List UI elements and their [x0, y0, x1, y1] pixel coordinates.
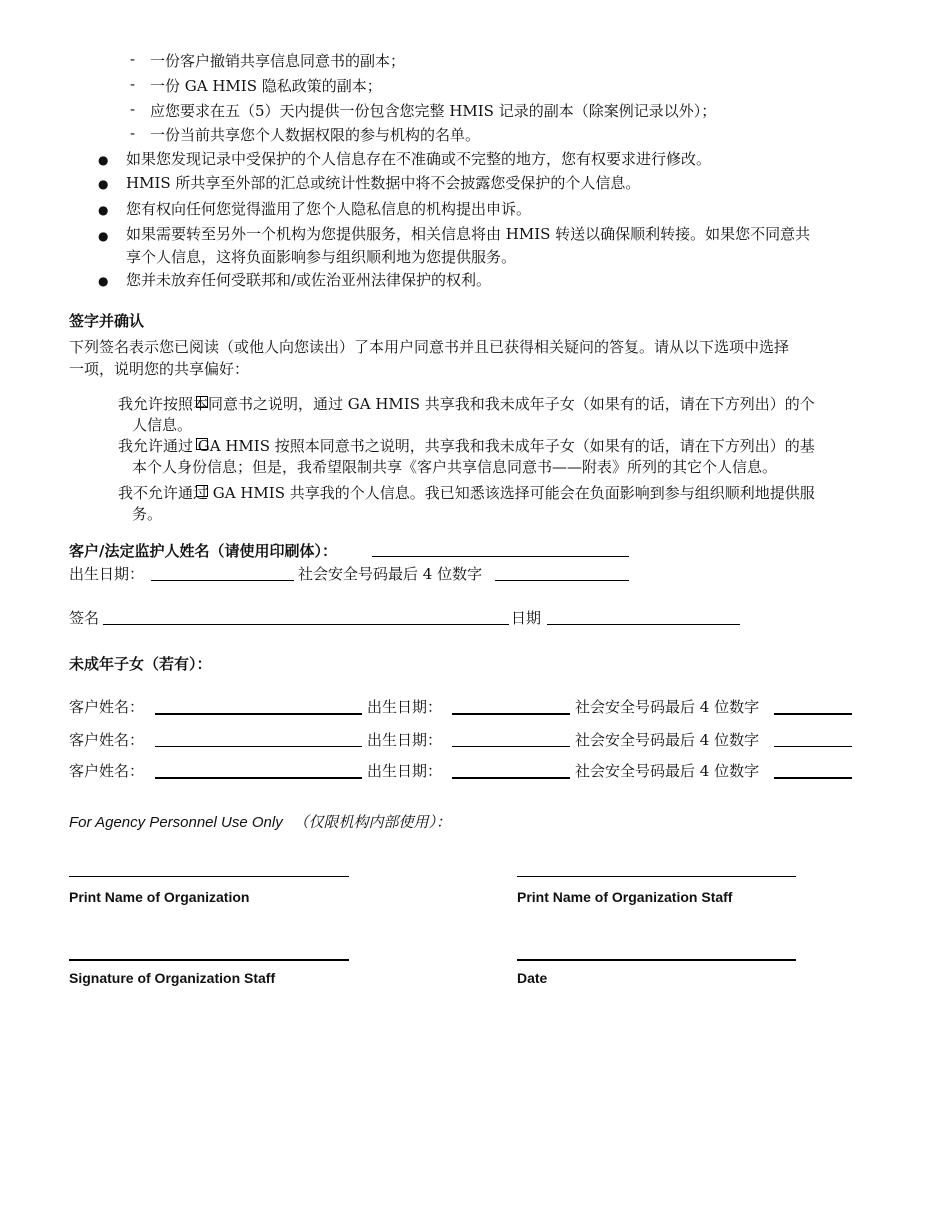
- minor-name-field[interactable]: [155, 746, 362, 747]
- org-staff-name-label: Print Name of Organization Staff: [517, 889, 733, 905]
- minor-name-label: 客户姓名：: [69, 731, 145, 749]
- bullet-text: 如果需要转至另外一个机构为您提供服务，相关信息将由 HMIS 转送以确保顺利转接。如果您不同意共: [126, 225, 811, 243]
- minor-dob-field[interactable]: [452, 746, 570, 747]
- minor-ssn-label: 社会安全号码最后 4 位数字: [575, 731, 760, 749]
- signature-label: 签名: [69, 609, 100, 627]
- bullet-icon: ●: [98, 229, 109, 243]
- minor-dob-field[interactable]: [452, 713, 570, 715]
- client-ssn-label: 社会安全号码最后 4 位数字: [298, 565, 483, 583]
- intro-text: 下列签名表示您已阅读（或他人向您读出）了本用户同意书并且已获得相关疑问的答复。请从以下选项中选择: [69, 338, 790, 356]
- bullet-text: 您并未放弃任何受联邦和/或佐治亚州法律保护的权利。: [126, 271, 492, 289]
- minor-dob-label: 出生日期：: [367, 698, 443, 716]
- bullet-icon: ●: [98, 203, 109, 217]
- client-name-field[interactable]: [372, 556, 629, 557]
- org-staff-name-field[interactable]: [517, 876, 796, 877]
- org-name-field[interactable]: [69, 876, 349, 877]
- client-name-label: 客户/法定监护人姓名（请使用印刷体）：: [69, 542, 337, 560]
- section-heading: 签字并确认: [69, 312, 145, 330]
- bullet-text: 您有权向任何您觉得滥用了您个人隐私信息的机构提出申诉。: [126, 200, 532, 218]
- client-dob-label: 出生日期：: [69, 565, 145, 583]
- client-dob-field[interactable]: [151, 580, 294, 581]
- staff-signature-field[interactable]: [69, 959, 349, 961]
- agency-heading: For Agency Personnel Use Only （仅限机构内部使用）：: [69, 813, 452, 831]
- intro-text: 一项，说明您的共享偏好：: [69, 360, 250, 378]
- minor-dob-field[interactable]: [452, 777, 570, 779]
- minor-dob-label: 出生日期：: [367, 762, 443, 780]
- minor-ssn-label: 社会安全号码最后 4 位数字: [575, 698, 760, 716]
- bullet-icon: ●: [98, 177, 109, 191]
- minors-heading: 未成年子女（若有）：: [69, 655, 212, 673]
- bullet-text: 如果您发现记录中受保护的个人信息存在不准确或不完整的地方，您有权要求进行修改。: [126, 150, 712, 168]
- date-label: 日期: [511, 609, 542, 627]
- org-name-label: Print Name of Organization: [69, 889, 250, 905]
- agency-date-field[interactable]: [517, 959, 796, 961]
- date-field[interactable]: [547, 624, 740, 625]
- client-ssn-field[interactable]: [495, 580, 629, 581]
- minor-ssn-field[interactable]: [774, 746, 852, 747]
- bullet-icon: ●: [98, 274, 109, 288]
- minor-ssn-label: 社会安全号码最后 4 位数字: [575, 762, 760, 780]
- bullet-text-continued: 享个人信息，这将负面影响参与组织顺利地为您提供服务。: [126, 248, 517, 266]
- agency-date-label: Date: [517, 970, 548, 986]
- minor-name-field[interactable]: [155, 777, 362, 779]
- signature-field[interactable]: [103, 624, 509, 625]
- minor-name-label: 客户姓名：: [69, 762, 145, 780]
- minor-ssn-field[interactable]: [774, 713, 852, 715]
- bullet-icon: ●: [98, 153, 109, 167]
- minor-ssn-field[interactable]: [774, 777, 852, 779]
- minor-name-field[interactable]: [155, 713, 362, 715]
- minor-dob-label: 出生日期：: [367, 731, 443, 749]
- staff-signature-label: Signature of Organization Staff: [69, 970, 276, 986]
- bullet-text: HMIS 所共享至外部的汇总或统计性数据中将不会披露您受保护的个人信息。: [126, 174, 641, 192]
- minor-name-label: 客户姓名：: [69, 698, 145, 716]
